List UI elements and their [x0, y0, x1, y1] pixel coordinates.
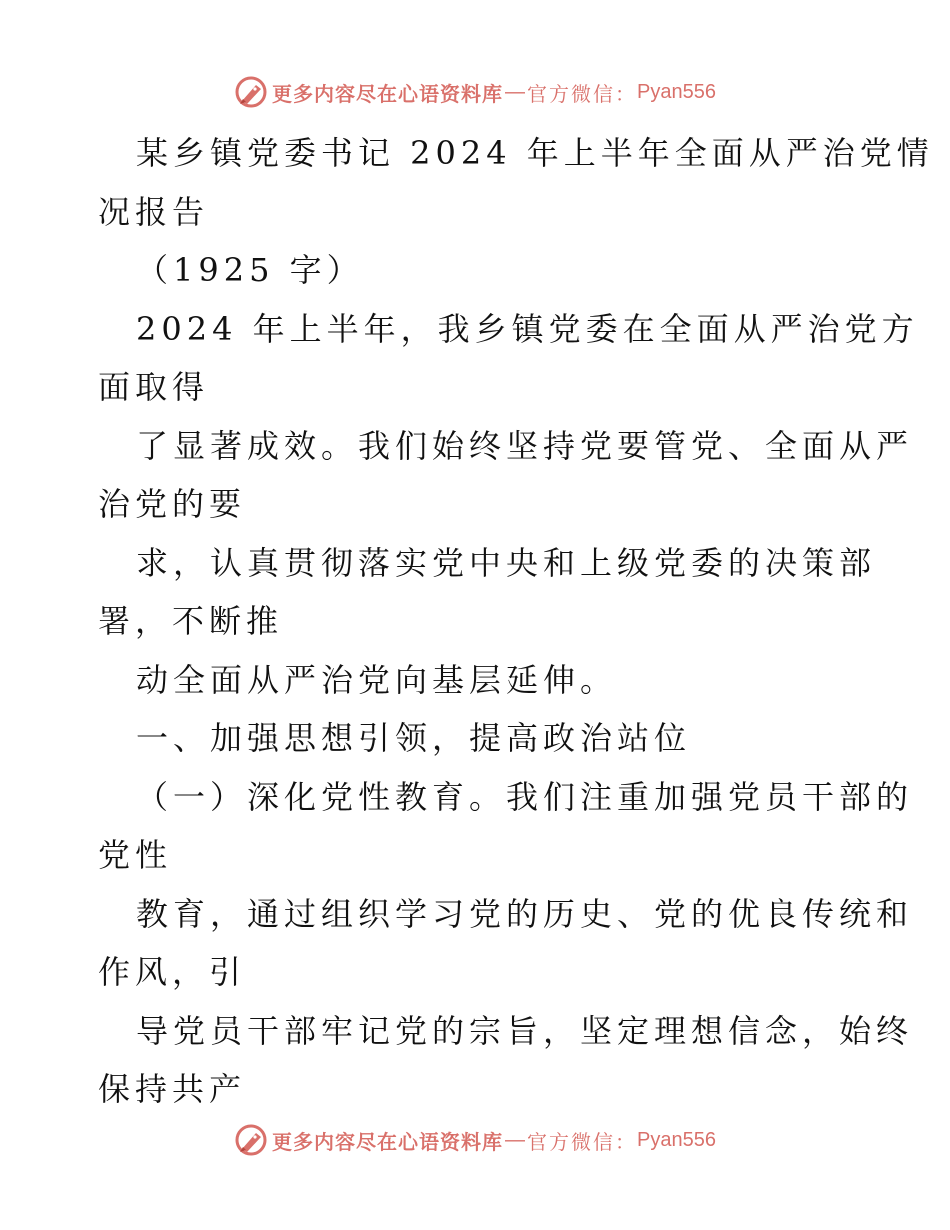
footer-watermark-banner [0, 1118, 950, 1162]
wechat-label: 官方微信： [527, 1129, 638, 1154]
text-line: 面取得 [98, 368, 210, 406]
pen-nib-circle-icon [234, 75, 268, 109]
text-line: 动全面从严治党向基层延伸。 [136, 660, 618, 699]
text-line: 了显著成效。我们始终坚持党要管党、全面从严 [136, 426, 914, 465]
wechat-id: Pyan556 [637, 1128, 716, 1151]
text-line: 导党员干部牢记党的宗旨，坚定理想信念，始终 [136, 1011, 914, 1050]
text-line: （一）深化党性教育。我们注重加强党员干部的 [136, 777, 914, 816]
text-line: 求，认真贯彻落实党中央和上级党委的决策部 [136, 543, 877, 582]
text-line: 2024 年上半年，我乡镇党委在全面从严治党方 [136, 309, 919, 348]
text-line: 党性 [98, 836, 173, 874]
document-body [98, 124, 934, 1119]
text-line: 况报告 [98, 192, 210, 231]
text-line: 作风，引 [98, 953, 247, 991]
wechat-id: Pyan556 [637, 80, 716, 103]
text-line: 某乡镇党委书记 2024 年上半年全面从严治党情 [136, 134, 934, 172]
pen-nib-circle-icon [234, 1123, 268, 1157]
banner-dash: — [505, 80, 526, 103]
wechat-label: 官方微信： [527, 81, 638, 106]
site-name-text: 更多内容尽在心语资料库 [272, 81, 504, 106]
text-line: 署，不断推 [98, 602, 284, 640]
text-line: 保持共产 [98, 1070, 247, 1108]
header-watermark-banner [0, 70, 950, 114]
text-line: 教育，通过组织学习党的历史、党的优良传统和 [136, 894, 914, 933]
site-name-text: 更多内容尽在心语资料库 [272, 1129, 504, 1154]
text-line: 一、加强思想引领，提高政治站位 [136, 719, 692, 757]
text-line: 治党的要 [98, 485, 247, 523]
banner-dash: — [505, 1128, 526, 1151]
text-line: （1925 字） [136, 251, 364, 289]
